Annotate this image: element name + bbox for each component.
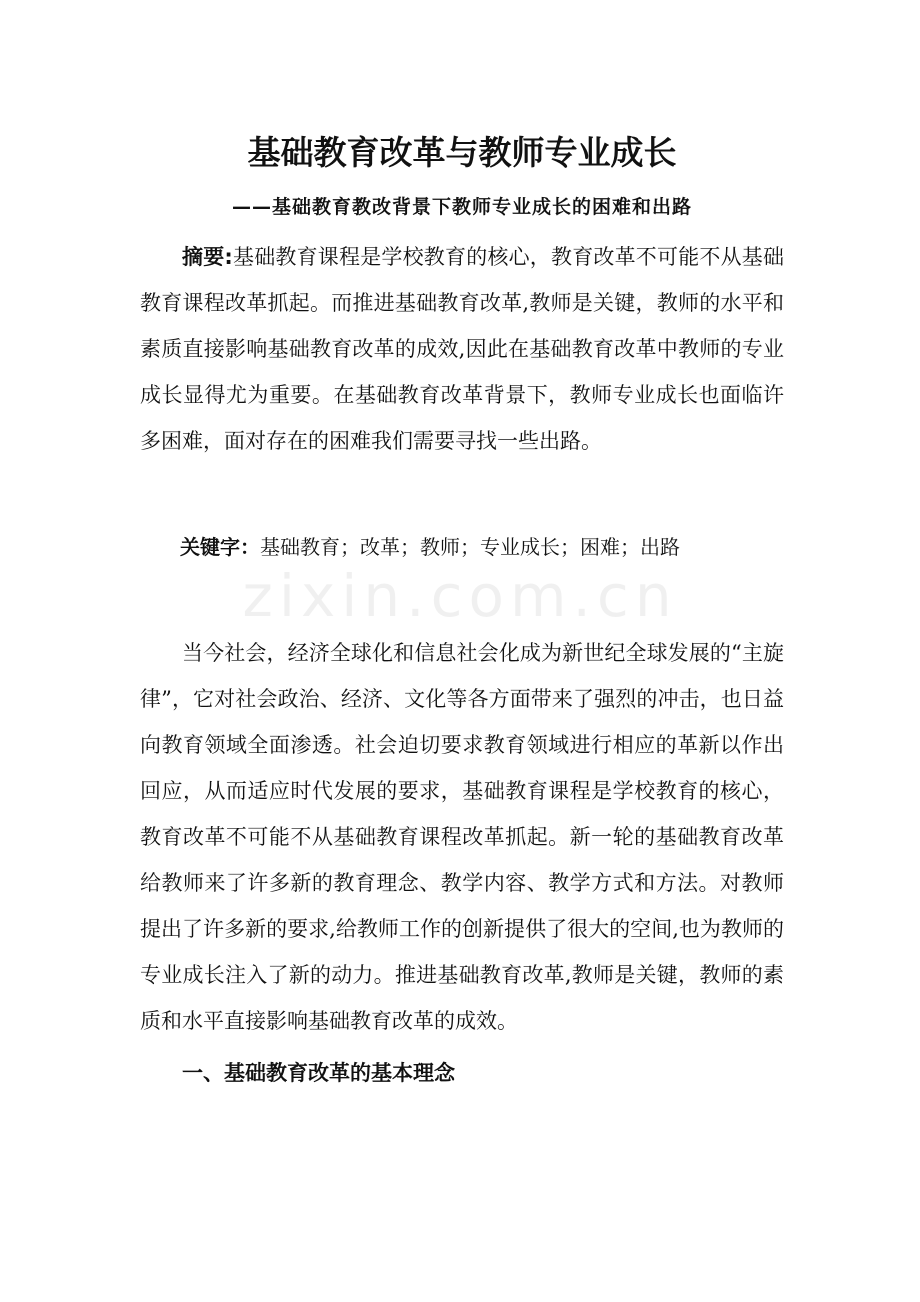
keywords-text: 基础教育；改革；教师；专业成长；困难；出路 [260,535,680,559]
abstract-label: 摘要: [182,245,233,269]
watermark: zixin.com.cn [242,562,678,630]
body-paragraph: 当今社会，经济全球化和信息社会化成为新世纪全球发展的“主旋律”，它对社会政治、经济、文化等各方面带来了强烈的冲击，也日益向教育领域全面渗透。社会迫切要求教育领域进行相应的革新以作出回应，从而适应时代发展的要求，基础教育课程是学校教育的核心，教育改革不可能不从基础教育课程改革抓起。新一轮的基础教育改革给教师来了许多新的教育理念、教学内容、教学方式和方法。对教师提出了许多新的要求,给教师工作的创新提供了很大的空间,也为教师的专业成长注入了新的动力。推进基础教育改革,教师是关键，教师的素质和水平直接影响基础教育改革的成效。 [140,641,784,1033]
abstract-paragraph [140,234,784,464]
keywords-paragraph [140,524,784,570]
section-heading: 一、基础教育改革的基本理念 [182,1060,455,1085]
keywords-label: 关键字： [180,535,260,559]
document-subtitle: ——基础教育教改背景下教师专业成长的困难和出路 [231,196,692,218]
abstract-text: 基础教育课程是学校教育的核心，教育改革不可能不从基础教育课程改革抓起。而推进基础教育改革,教师是关键，教师的水平和素质直接影响基础教育改革的成效,因此在基础教育改革中教师的专业成长显得尤为重要。在基础教育改革背景下，教师专业成长也面临许多困难，面对存在的困难我们需要寻找一些出路。 [140,245,785,453]
document-title: 基础教育改革与教师专业成长 [247,133,677,172]
document-content [140,128,784,1096]
